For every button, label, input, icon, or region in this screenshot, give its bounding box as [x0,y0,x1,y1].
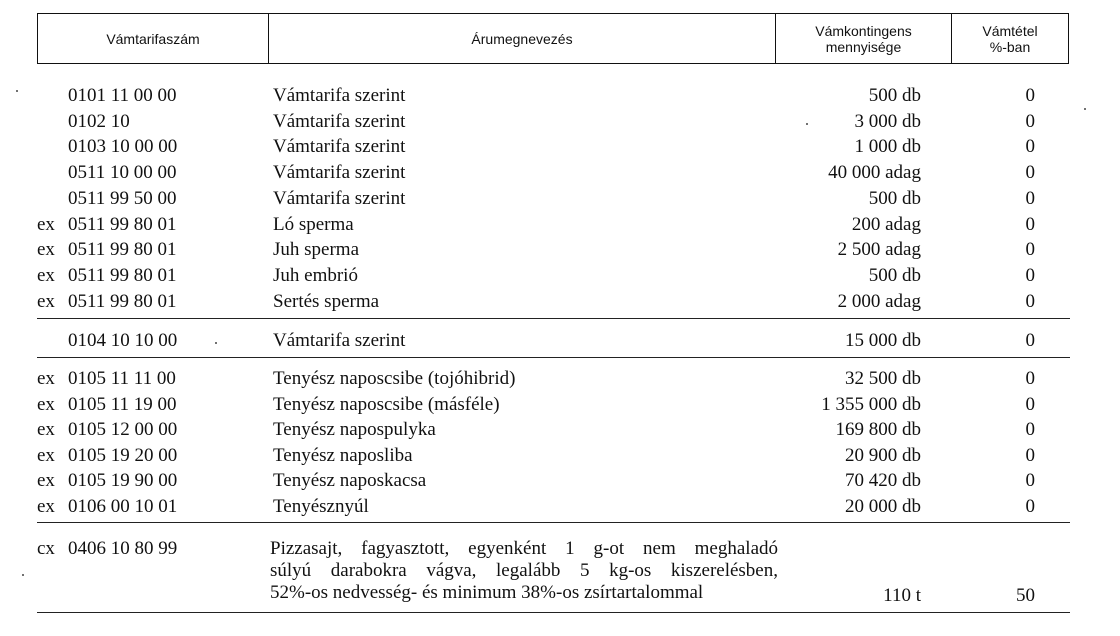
quota-quantity: 200 adag [851,214,921,235]
ex-marker: ex [37,291,55,312]
header-product-name: Árumegnevezés [471,30,573,47]
tariff-code: 0511 99 80 01 [68,214,177,235]
ex-marker: ex [37,214,55,235]
quota-quantity: 70 420 db [845,470,921,491]
duty-rate: 0 [1025,136,1035,157]
tariff-code: 0103 10 00 00 [68,136,178,157]
scan-speck [806,123,808,125]
quota-quantity: 1 000 db [854,136,921,157]
tariff-code: 0105 19 20 00 [68,445,178,466]
quota-quantity: 3 000 db [854,111,921,132]
tariff-code: 0105 11 19 00 [68,394,177,415]
quota-quantity: 500 db [868,265,921,286]
duty-rate: 0 [1025,162,1035,183]
tariff-code: 0511 99 80 01 [68,239,177,260]
product-name: Vámtarifa szerint [273,188,406,209]
product-name: Tenyész naposcsibe (tojóhibrid) [273,368,516,389]
duty-rate: 0 [1025,239,1035,260]
scan-speck [1084,108,1086,110]
product-name: Tenyész naposkacsa [273,470,427,491]
quota-quantity: 169 800 db [835,419,921,440]
product-name: Vámtarifa szerint [273,136,406,157]
duty-rate: 0 [1025,445,1035,466]
quota-quantity: 2 000 adag [837,291,921,312]
tariff-code: 0406 10 80 99 [68,538,178,559]
duty-rate: 0 [1025,419,1035,440]
product-name: Vámtarifa szerint [273,162,406,183]
tariff-code: 0511 99 80 01 [68,265,177,286]
description-line: 52%-os nedvesség- és minimum 38%-os zsírtartalommal [270,582,704,603]
ex-marker: cx [37,538,55,559]
duty-rate: 0 [1025,496,1035,517]
duty-rate: 50 [1016,585,1035,606]
product-name: Tenyésznyúl [273,496,369,517]
product-name: Juh sperma [273,239,360,260]
duty-rate: 0 [1025,394,1035,415]
tariff-code: 0105 12 00 00 [68,419,178,440]
product-name: Juh embrió [273,265,358,286]
duty-rate: 0 [1025,214,1035,235]
group-separator [37,357,1070,358]
duty-rate: 0 [1025,265,1035,286]
product-description [270,538,778,604]
scan-speck [22,574,24,576]
product-name: Ló sperma [273,214,354,235]
ex-marker: ex [37,394,55,415]
quota-quantity: 1 355 000 db [821,394,921,415]
tariff-code: 0102 10 [68,111,130,132]
duty-rate: 0 [1025,368,1035,389]
ex-marker: ex [37,265,55,286]
duty-rate: 0 [1025,291,1035,312]
group-separator [37,522,1070,523]
product-name: Sertés sperma [273,291,380,312]
tariff-code: 0511 99 50 00 [68,188,177,209]
ex-marker: ex [37,470,55,491]
duty-rate: 0 [1025,188,1035,209]
duty-rate: 0 [1025,330,1035,351]
duty-rate: 0 [1025,85,1035,106]
tariff-code: 0511 99 80 01 [68,291,177,312]
tariff-code: 0101 11 00 00 [68,85,177,106]
ex-marker: ex [37,445,55,466]
product-name: Vámtarifa szerint [273,85,406,106]
duty-rate: 0 [1025,470,1035,491]
quota-quantity: 32 500 db [845,368,921,389]
quota-quantity: 20 900 db [845,445,921,466]
quota-quantity: 500 db [868,85,921,106]
ex-marker: ex [37,239,55,260]
quota-quantity: 15 000 db [845,330,921,351]
table-header [37,13,1069,64]
quota-quantity: 110 t [883,585,921,606]
duty-rate: 0 [1025,111,1035,132]
product-name: Tenyész naposliba [273,445,413,466]
ex-marker: ex [37,419,55,440]
table-bottom-rule [37,612,1070,613]
header-quota-quantity: Vámkontingens mennyisége [815,22,912,55]
product-name: Vámtarifa szerint [273,330,406,351]
tariff-code: 0106 00 10 01 [68,496,178,517]
group-separator [37,318,1070,319]
product-name: Tenyész napospulyka [273,419,436,440]
quota-quantity: 500 db [868,188,921,209]
ex-marker: ex [37,368,55,389]
quota-quantity: 20 000 db [845,496,921,517]
header-duty-rate: Vámtétel %-ban [982,22,1038,55]
quota-quantity: 40 000 adag [828,162,921,183]
description-line: súlyú darabokra vágva, legalább 5 kg-os kiszerelésben, [270,560,778,581]
tariff-code: 0105 19 90 00 [68,470,178,491]
header-tariff-number: Vámtarifaszám [106,30,200,47]
tariff-code: 0105 11 11 00 [68,368,176,389]
quota-quantity: 2 500 adag [837,239,921,260]
product-name: Tenyész naposcsibe (másféle) [273,394,500,415]
description-line: Pizzasajt, fagyasztott, egyenként 1 g-ot nem meghaladó [270,538,778,559]
tariff-code: 0511 10 00 00 [68,162,177,183]
product-name: Vámtarifa szerint [273,111,406,132]
scan-speck [215,342,217,344]
tariff-code: 0104 10 10 00 [68,330,178,351]
ex-marker: ex [37,496,55,517]
scan-speck [16,90,18,92]
